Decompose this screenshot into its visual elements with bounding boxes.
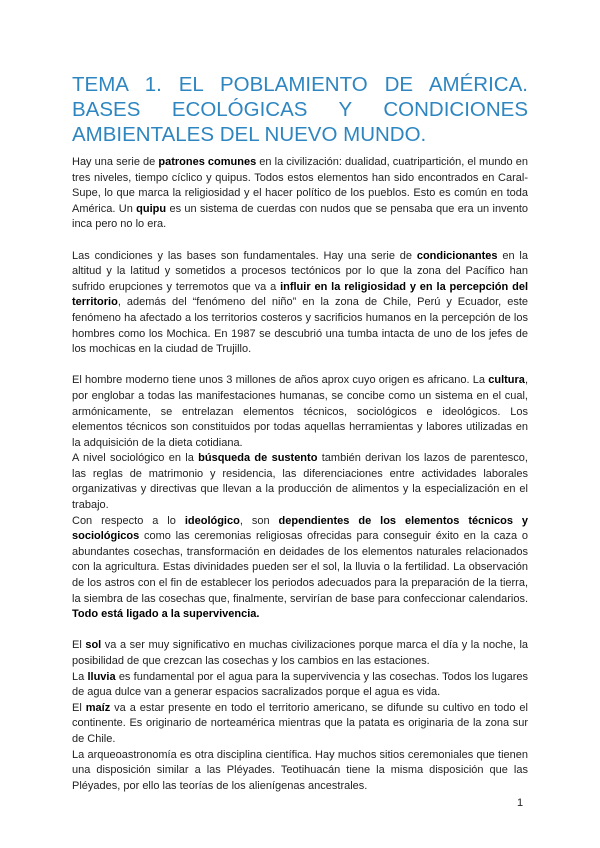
text-run: Con respecto a lo — [72, 514, 185, 527]
text-run: , además del “fenómeno del niño” en la zona de Chile, Perú y Ecuador, este fenómeno ha afectado a los territorios costeros y sacrificios humanos en la percepción de los hombres como los Mochica. En 1987 se descubrió una tumba intacta de uno de los jefes de los mochicas en la ciudad de Trujillo. — [72, 296, 528, 356]
bold-text: ideológico — [184, 514, 240, 527]
text-run: en la altitud y la latitud y sometidos a procesos tectónicos por lo que la zona del Pacífico han sufrido erupciones y terremotos que va a — [72, 249, 528, 293]
bold-text: búsqueda de sustento — [198, 452, 318, 465]
paragraph-arqueoastronomia — [72, 748, 528, 795]
text-run: es un sistema de cuerdas con nudos que se pensaba que era un invento inca pero no lo era. — [72, 202, 528, 231]
paragraph-lluvia — [72, 670, 528, 701]
bold-text: cultura — [488, 374, 525, 387]
paragraph-sociologico — [72, 451, 528, 513]
page-number: 1 — [517, 797, 524, 809]
bold-text: maíz — [85, 701, 111, 714]
bold-text: dependientes de los elementos técnicos y sociológicos — [72, 514, 529, 543]
text-run: A nivel sociológico en la — [72, 452, 199, 465]
paragraph-sol — [72, 638, 528, 669]
text-run: , son — [239, 514, 279, 527]
text-run: El — [72, 701, 86, 714]
paragraph-condiciones — [72, 249, 528, 358]
text-run: va a ser muy significativo en muchas civilizaciones porque marca el día y la noche, la posibilidad de que crezcan las cosechas y los cambios en las estaciones. — [72, 639, 529, 667]
bold-text: condicionantes — [416, 249, 498, 262]
text-run: La arqueoastronomía es otra disciplina científica. Hay muchos sitios ceremoniales que tienen una disposición similar a las Pléyades. Teotihuacán tiene la misma disposición que las Pléyades, por ello las teorías de los alienígenas ancestrales. — [72, 748, 528, 792]
text-run: es fundamental por el agua para la supervivencia y las cosechas. Todos los lugares de agua dulce van a generar espacios sacralizados porque el agua es vida. — [72, 670, 529, 699]
text-run: El — [72, 639, 86, 652]
text-run: El hombre moderno tiene unos 3 millones de años aprox cuyo origen es africano. La — [72, 374, 489, 387]
document-title: TEMA 1. EL POBLAMIENTO DE AMÉRICA. BASES ECOLÓGICAS Y CONDICIONES AMBIENTALES DEL NUEVO MUNDO. — [72, 73, 528, 146]
text-run: como las ceremonias religiosas ofrecidas para conseguir éxito en la caza o abundantes cosechas, transformación en deidades de los elementos naturales relacionados con la agricultura. Estas divinidades pueden ser el sol, la lluvia o la fertilidad. La observación de los astros con el fin de establecer los periodos adecuados para la preparación de la tierra, la siembra de las cosechas que, finalmente, servirían de base para confeccionar calendarios. — [72, 530, 528, 605]
text-run: en la civilización: dualidad, cuatripartición, el mundo en tres niveles, tiempo cíclico y quipus. Todos estos elementos han sido encontrados en Caral-Supe, lo que marca la religiosidad y el hacer político de los pueblos. Esto es común en toda América. Un — [72, 156, 528, 215]
bold-text: lluvia — [87, 670, 116, 683]
bold-text: sol — [85, 639, 102, 652]
paragraph-ideologico — [72, 514, 528, 623]
bold-text: quipu — [136, 202, 167, 215]
paragraph-maiz — [72, 701, 528, 748]
bold-text: patrones comunes — [158, 156, 257, 168]
text-run: La — [72, 670, 88, 683]
paragraph-cultura — [72, 373, 528, 451]
paragraph-patrones — [72, 155, 528, 233]
text-run: también derivan los lazos de parentesco, las reglas de matrimonio y residencia, las diferenciaciones entre actividades laborales organizativas y directivas que llevan a la producción de alimentos y la especialización en el trabajo. — [72, 452, 528, 512]
text-run: , por englobar a todas las manifestaciones humanas, se concibe como un sistema en el cual, armónicamente, se entrelazan elementos técnicos, sociológicos e ideológicos. Los elementos técnicos son constituidos por todas aquellas herramientas y labores utilizadas en la adquisición de la dieta cotidiana. — [72, 374, 528, 449]
bold-text: Todo está ligado a la supervivencia. — [72, 608, 260, 621]
document-body — [72, 155, 528, 794]
text-run: Hay una serie de — [72, 156, 159, 168]
text-run: va a estar presente en todo el territorio americano, se difunde su cultivo en todo el continente. Es originario de norteamérica mientras que la patata es originaria de la zona sur de Chile. — [72, 701, 528, 745]
text-run: Las condiciones y las bases son fundamentales. Hay una serie de — [72, 249, 417, 262]
bold-text: influir en la religiosidad y en la percepción del territorio — [72, 280, 528, 309]
